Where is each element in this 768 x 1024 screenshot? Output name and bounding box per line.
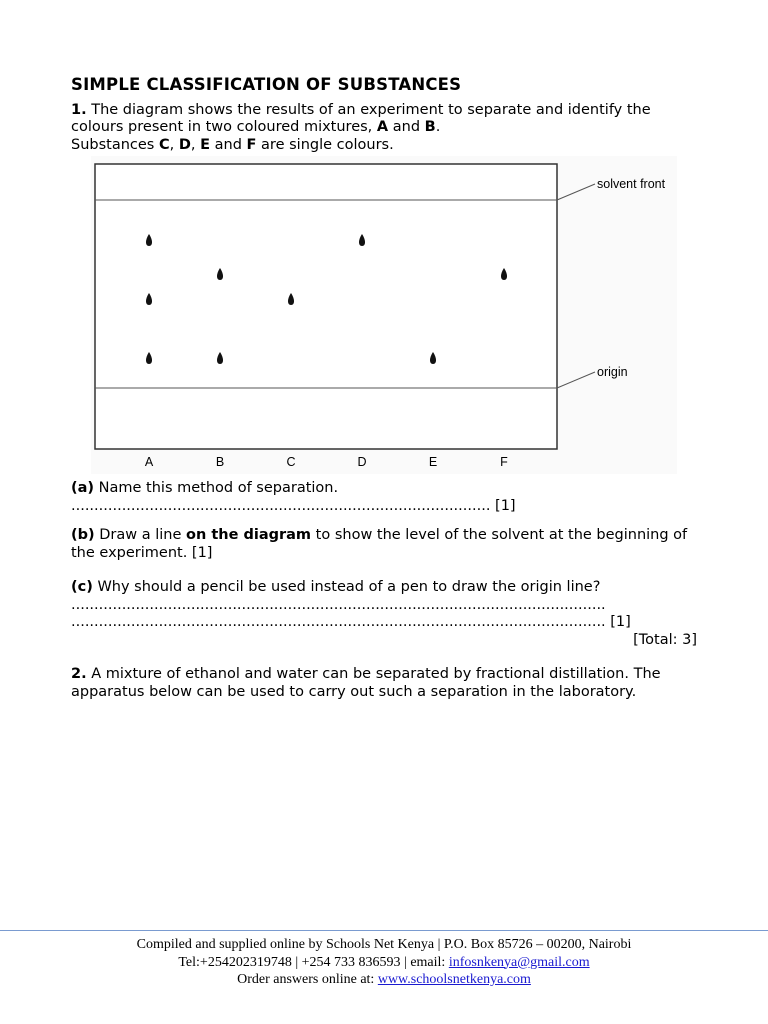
solvent-front-label: solvent front	[597, 177, 666, 191]
answer-line-1c-2[interactable]: .................................................................................................................... [1]	[71, 614, 631, 630]
question-1-substances: Substances C, D, E and F are single colours.	[71, 136, 394, 153]
lane-label-f: F	[500, 455, 508, 469]
lane-label-b: B	[215, 455, 225, 469]
lane-label-d: D	[357, 455, 367, 469]
chromatogram-svg	[91, 156, 677, 474]
chromatography-diagram	[91, 156, 677, 474]
lane-label-e: E	[428, 455, 438, 469]
footer-line-3: Order answers online at: www.schoolsnetkenya.com	[237, 972, 531, 987]
footer-line-2: Tel:+254202319748 | +254 733 836593 | email: infosnkenya@gmail.com	[178, 954, 590, 970]
total-marks: [Total: 3]	[633, 631, 697, 648]
lane-label-c: C	[286, 455, 296, 469]
origin-pointer	[557, 372, 595, 388]
question-number: 1.	[71, 101, 87, 118]
question-1c: (c) Why should a pencil be used instead of a pen to draw the origin line?	[71, 579, 601, 595]
footer-line-1: Compiled and supplied online by Schools Net Kenya | P.O. Box 85726 – 00200, Nairobi	[136, 937, 632, 952]
document-page	[71, 76, 701, 701]
question-1-intro: 1. The diagram shows the results of an experiment to separate and identify the colours present in two coloured mixtures, A and B.	[71, 101, 651, 135]
page-title: SIMPLE CLASSIFICATION OF SUBSTANCES	[71, 75, 462, 94]
paper-outline	[95, 164, 557, 449]
solvent-front-pointer	[557, 184, 595, 200]
lane-label-a: A	[144, 455, 154, 469]
origin-label: origin	[597, 365, 628, 379]
email-link[interactable]: infosnkenya@gmail.com	[448, 954, 590, 970]
question-1b: (b) Draw a line on the diagram to show the level of the solvent at the beginning of the experiment. [1]	[71, 527, 688, 561]
website-link[interactable]: www.schoolsnetkenya.com	[377, 972, 531, 987]
question-1a: (a) Name this method of separation.	[71, 480, 339, 496]
question-2: 2. A mixture of ethanol and water can be separated by fractional distillation. The apparatus below can be used to carry out such a separation in the laboratory.	[71, 666, 661, 700]
answer-line-1c-1[interactable]: ....................................................................................................................	[71, 596, 606, 613]
answer-line-1a[interactable]: ........................................................................................... [1]	[71, 497, 516, 514]
footer-divider	[0, 930, 768, 931]
footer	[0, 936, 768, 989]
